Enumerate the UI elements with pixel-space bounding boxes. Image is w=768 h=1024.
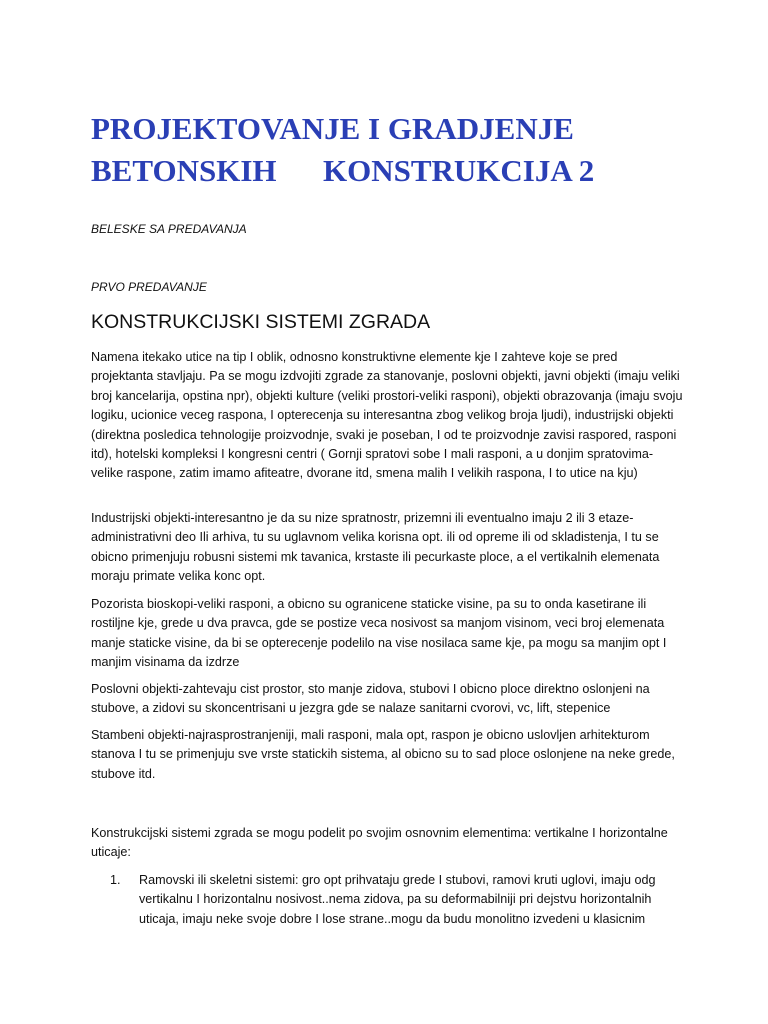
section-heading: KONSTRUKCIJSKI SISTEMI ZGRADA (91, 311, 431, 333)
list-item-number: 1. (110, 873, 121, 887)
lecture-label: PRVO PREDAVANJE (91, 280, 207, 294)
paragraph-systems-division: Konstrukcijski sistemi zgrada se mogu podelit po svojim osnovnim elementima: vertikalne I horizontalne uticaje: (91, 826, 668, 860)
document-title (91, 108, 691, 192)
title-line-2: BETONSKIH KONSTRUKCIJA 2 (91, 153, 595, 188)
list-item-text: Ramovski ili skeletni sistemi: gro opt prihvataju grede I stubovi, ramovi kruti uglovi, imaju odg vertikalnu I horizontalnu nosivost..nema zidova, pa su deformabilniji pri dejstvu horizontalnih uticaja, imaju neke svoje dobre I lose strane..mogu da budu monolitno izvedeni u klasicnim (139, 873, 656, 926)
title-line-1: PROJEKTOVANJE I GRADJENJE (91, 111, 574, 146)
paragraph-residential: Stambeni objekti-najrasprostranjeniji, mali rasponi, mala opt, raspon je obicno uslovljen arhitekturom stanova I tu se primenjuju sve vrste statickih sistema, al obicno su to sad ploce oslonjene na neke grede, stubove itd. (91, 728, 675, 781)
paragraph-theaters: Pozorista bioskopi-veliki rasponi, a obicno su ogranicene staticke visine, pa su to onda kasetirane ili rostiljne kje, grede u dva pravca, gde se postize veca nosivost sa manjom visinom, veci broj elemenata manje staticke visine, da bi se opterecenje podelilo na vise nosilaca same kje, pa mogu sa manjim opt I manjim visinama da izdrze (91, 597, 667, 670)
paragraph-office: Poslovni objekti-zahtevaju cist prostor, sto manje zidova, stubovi I obicno ploce direktno oslonjeni na stubove, a zidovi su skoncentrisani u jezgra gde se nalaze sanitarni cvorovi, vc, lift, stepenice (91, 682, 650, 716)
paragraph-industrial: Industrijski objekti-interesantno je da su nize spratnostr, prizemni ili eventualno imaju 2 ili 3 etaze-administrativni deo Ili arhiva, tu su uglavnom velika korisna opt. ili od opreme ili od skladistenja, I tu se obicno primenjuju robusni sistemi mk tavanica, krstaste ili pecurkaste ploce, a el vertikalnih elemenata moraju primate velika konc opt. (91, 511, 660, 584)
subtitle: BELESKE SA PREDAVANJA (91, 222, 247, 236)
paragraph-purpose: Namena itekako utice na tip I oblik, odnosno konstruktivne elemente kje I zahteve koje se pred projektanta stavljaju. Pa se mogu izdvojiti zgrade za stanovanje, poslovni objekti, javni objekti (imaju veliki broj kancelarija, opstina npr), objekti kulture (veliki prostori-veliki rasponi), objekti obrazovanja (imaju svoju logiku, ucionice veceg raspona, I opterecenja su interesantna zbog velikog broja ljudi), industrijski objekti (direktna posledica tehnologije proizvodnje, svaki je poseban, I od te proizvodnje zavisi raspored, rasponi itd), hotelski kompleksi I kongresni centri ( Gornji spratovi sobe I mali rasponi, a u donjim spratovima-velike raspone, zatim imamo afiteatre, dvorane itd, smena malih I velikih raspona, I to utice na kju) (91, 350, 683, 481)
